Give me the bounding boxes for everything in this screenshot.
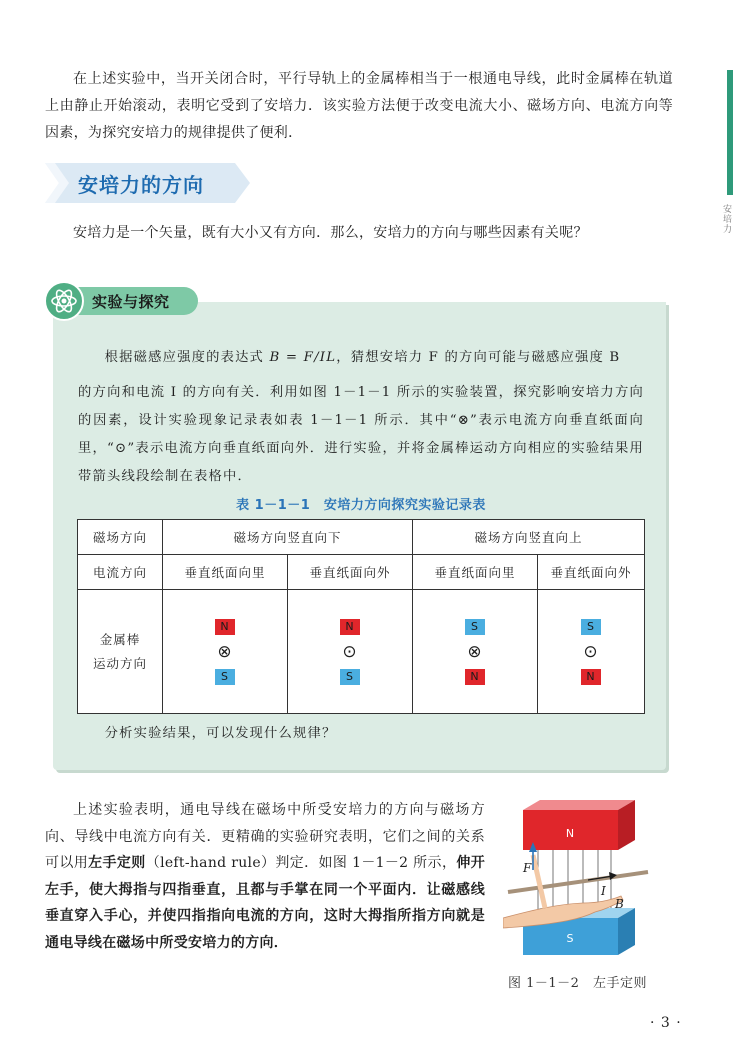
current-out-header: 垂直纸面向外 (538, 555, 645, 590)
table-row1-label: 磁场方向 (78, 520, 163, 555)
field-down-header: 磁场方向竖直向下 (163, 520, 413, 555)
magnet-pole-top: S (581, 619, 601, 635)
current-into-page-icon: ⊗ (467, 641, 483, 662)
conclusion-paragraph (45, 797, 485, 956)
formula-intro: 根据磁感应强度的表达式 (104, 350, 265, 365)
section-heading-text: 安培力的方向 (78, 173, 204, 197)
page-number: · 3 · (650, 1015, 682, 1031)
badge-label: 实验与探究 (92, 293, 170, 311)
formula: B = F/IL (269, 350, 337, 365)
experiment-question: 分析实验结果，可以发现什么规律？ (104, 726, 337, 741)
result-cell (413, 590, 538, 714)
field-up-header: 磁场方向竖直向上 (413, 520, 645, 555)
field-label: B (615, 897, 624, 911)
current-in-header: 垂直纸面向里 (413, 555, 538, 590)
magnet-pole-bottom: N (581, 669, 601, 685)
chapter-edge-tab (727, 70, 733, 195)
experiment-formula-line (78, 344, 644, 372)
left-hand-rule-statement: 伸开左手，使大拇指与四指垂直，且都与手掌在同一个平面内．让磁感线垂直穿入手心，并使四指指向电流的方向，这时大拇指所指方向就是通电导线在磁场中所受安培力的方向． (45, 855, 486, 951)
current-into-page-icon: ⊗ (217, 641, 233, 662)
current-out-of-page-icon: ⊙ (583, 641, 599, 662)
row3-label-line1: 金属棒 (99, 631, 141, 647)
current-out-header: 垂直纸面向外 (288, 555, 413, 590)
force-label: F (523, 861, 532, 875)
edge-label: 安培力 (723, 205, 733, 235)
magnet-pole-bottom: S (340, 669, 360, 685)
conclusion-part2: 判定．如图 1－1－2 所示， (275, 855, 457, 871)
magnet-pole-bottom: S (215, 669, 235, 685)
current-out-of-page-icon: ⊙ (342, 641, 358, 662)
south-pole-label: S (566, 932, 574, 945)
magnet-pole-top: S (465, 619, 485, 635)
experiment-body: 的方向和电流 I 的方向有关．利用如图 1－1－1 所示的实验装置，探究影响安培力方向的因素，设计实验现象记录表如表 1－1－1 所示．其中“⊗”表示电流方向垂直纸面向里，“⊙”表示电流方向垂直纸面向外．进行实验，并将金属棒运动方向相应的实验结果用带箭头线段绘制在表格中． (78, 385, 644, 484)
question-paragraph: 安培力是一个矢量，既有大小又有方向．那么，安培力的方向与哪些因素有关呢？ (73, 225, 588, 241)
magnet-pole-top: N (215, 619, 235, 635)
experiment-badge (44, 281, 199, 319)
record-table (77, 519, 645, 714)
rule-english: （left-hand rule） (145, 855, 276, 871)
figure-caption: 图 1－1－2 左手定则 (508, 976, 647, 991)
conclusion-part1: 上述实验表明，通电导线在磁场中所受安培力的方向与磁场方向、导线中电流方向有关．更精确的实验研究表明，它们之间的关系可以用 (45, 802, 485, 871)
result-cell (288, 590, 413, 714)
north-pole-label: N (565, 827, 575, 840)
result-cell (538, 590, 645, 714)
section-heading (45, 163, 250, 203)
current-in-header: 垂直纸面向里 (163, 555, 288, 590)
magnet-pole-bottom: N (465, 669, 485, 685)
rule-name: 左手定则 (88, 855, 146, 871)
result-cell (163, 590, 288, 714)
magnet-pole-top: N (340, 619, 360, 635)
row3-label-line2: 运动方向 (92, 655, 147, 671)
table-caption: 表 1－1－1 安培力方向探究实验记录表 (236, 498, 486, 513)
current-label: I (601, 884, 606, 898)
table-row2-label: 电流方向 (78, 555, 163, 590)
table-row3-label (78, 590, 163, 714)
formula-rest: ，猜想安培力 F 的方向可能与磁感应强度 B (336, 350, 621, 365)
left-hand-rule-figure (503, 800, 653, 965)
atom-icon (44, 281, 84, 321)
intro-paragraph: 在上述实验中，当开关闭合时，平行导轨上的金属棒相当于一根通电导线，此时金属棒在轨道上由静止开始滚动，表明它受到了安培力．该实验方法便于改变电流大小、磁场方向、电流方向等因素，为探究安培力的规律提供了便利． (45, 71, 673, 141)
